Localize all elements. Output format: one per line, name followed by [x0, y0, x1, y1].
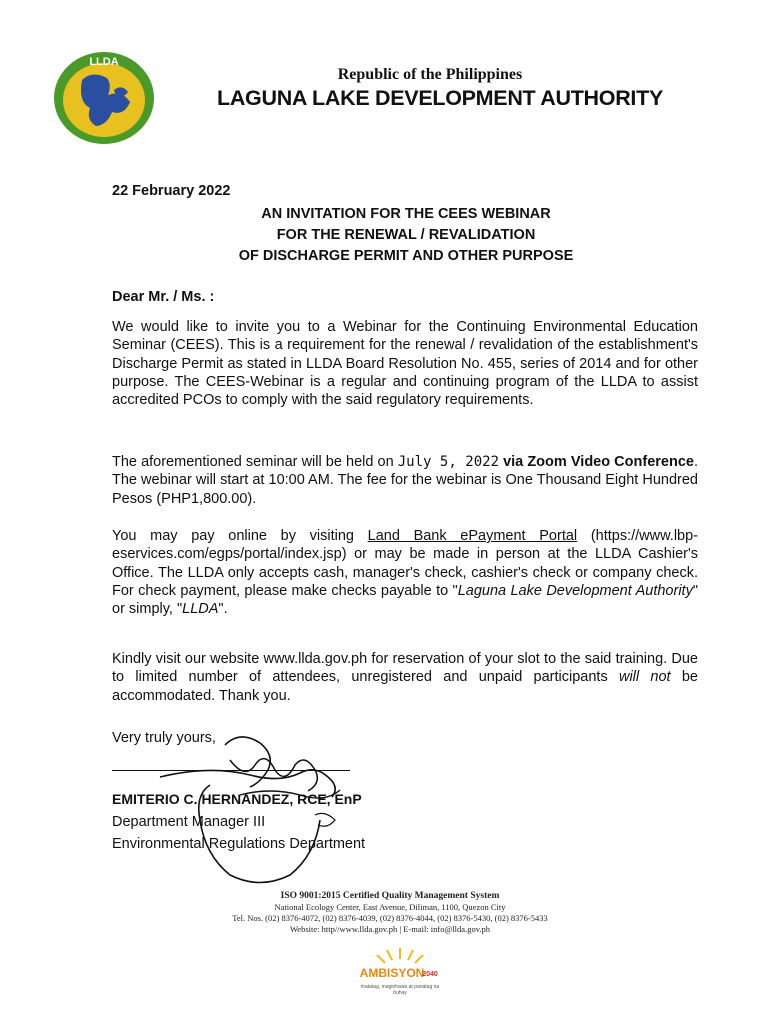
svg-text:AMBISYON: AMBISYON [360, 966, 425, 980]
paragraph-schedule: The aforementioned seminar will be held on July 5, 2022 via Zoom Video Conference. The webinar will start at 10:00 AM. The fee for the webinar is One Thousand Eight Hundred Pesos (PHP1,800.00). [112, 454, 698, 507]
iso-certification: ISO 9001:2015 Certified Quality Management System [280, 891, 500, 901]
footer-telephone: Tel. Nos. (02) 8376-4072, (02) 8376-4039, (02) 8376-4044, (02) 8376-5430, (02) 8376-5433 [232, 913, 548, 923]
title-line: OF DISCHARGE PERMIT AND OTHER PURPOSE [238, 248, 574, 264]
republic-heading: Republic of the Philippines [337, 66, 523, 83]
handwritten-signature [100, 725, 430, 895]
title-line: FOR THE RENEWAL / REVALIDATION [276, 227, 536, 243]
title-line: AN INVITATION FOR THE CEES WEBINAR [261, 206, 551, 222]
ambisyon-tagline: matatag, maginhawa at panatag na buhay [360, 984, 440, 996]
closing: Very truly yours, [112, 730, 216, 746]
letter-footer [150, 890, 630, 935]
landbank-portal-link[interactable]: Land Bank ePayment Portal [367, 528, 578, 544]
llda-logo [52, 50, 156, 146]
signatory-department: Environmental Regulations Department [112, 836, 366, 852]
letter-title [130, 204, 682, 267]
paragraph-invitation: We would like to invite you to a Webinar for the Continuing Environmental Education Seminar (CEES). This is a requirement for the renewal / revalidation of the establishment's Discharge Permit as stated in LLDA Board Resolution No. 455, series of 2014 and for other purpose. The CEES-Webinar is a regular and continuing program of the LLDA to assist accredited PCOs to comply with the said regulatory requirements. [112, 319, 698, 409]
svg-text:2040: 2040 [422, 971, 438, 978]
salutation: Dear Mr. / Ms. : [112, 289, 215, 305]
signatory-position: Department Manager III [112, 814, 266, 830]
signature-line [112, 770, 350, 771]
footer-web-email: Website: http//www.llda.gov.ph | E-mail: info@llda.gov.ph [289, 924, 491, 934]
agency-name: LAGUNA LAKE DEVELOPMENT AUTHORITY [217, 86, 663, 110]
svg-text:LLDA: LLDA [89, 56, 119, 68]
letter-date: 22 February 2022 [112, 183, 231, 199]
signatory-name: EMITERIO C. HERNANDEZ, RCE, EnP [112, 791, 362, 807]
ambisyon-logo [360, 945, 440, 985]
seminar-date: July 5, 2022 [397, 454, 499, 470]
paragraph-reservation: Kindly visit our website www.llda.gov.ph for reservation of your slot to the said training. Due to limited number of attendees, unregistered and unpaid participants will not be accommodated. Thank you. [112, 651, 698, 704]
paragraph-payment: You may pay online by visiting Land Bank ePayment Portal (https://www.lbp-eservices.com/egps/portal/index.jsp) or may be made in person at the LLDA Cashier's Office. The LLDA only accepts cash, manager's check, cashier's check or company check. For check payment, please make checks payable to "Laguna Lake Development Authority" or simply, "LLDA". [112, 528, 699, 618]
footer-address: National Ecology Center, East Avenue, Diliman, 1100, Quezon City [274, 902, 506, 912]
